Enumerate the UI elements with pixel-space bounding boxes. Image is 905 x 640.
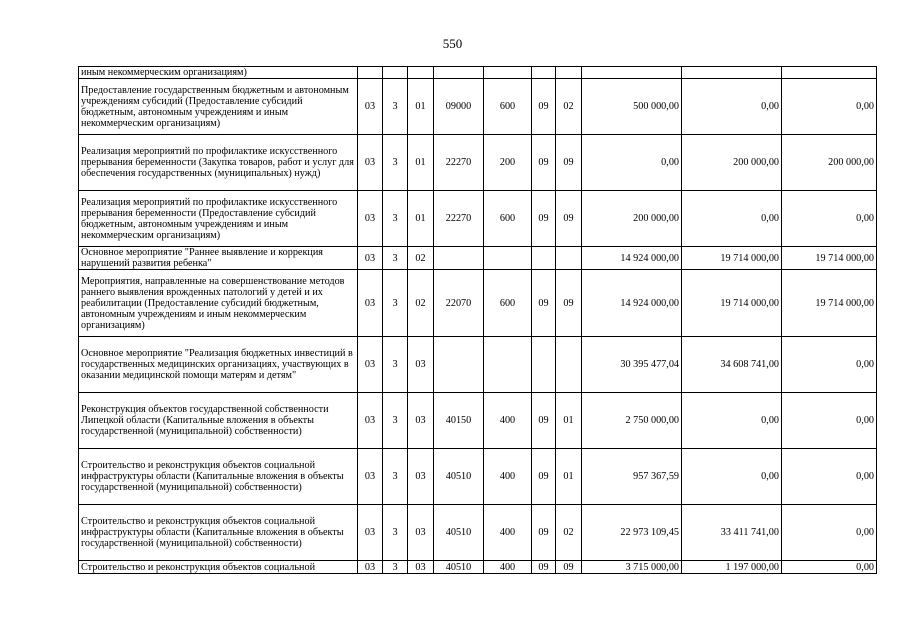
table-row xyxy=(79,449,877,505)
table-row xyxy=(79,270,877,337)
amount-year-3: 0,00 xyxy=(782,561,877,574)
amount-year-1: 14 924 000,00 xyxy=(582,247,682,270)
event-code: 02 xyxy=(408,247,434,270)
amount-year-2: 19 714 000,00 xyxy=(682,247,782,270)
budget-table xyxy=(78,66,877,574)
amount-year-1: 200 000,00 xyxy=(582,191,682,247)
row-description: Реализация мероприятий по профилактике искусственного прерывания беременности (Предоставление субсидий бюджетным, автономным учреждениям и иным некоммерческим организациям) xyxy=(79,191,358,247)
subprogram-code: 3 xyxy=(383,561,408,574)
amount-year-2 xyxy=(682,67,782,79)
section-code xyxy=(532,337,556,393)
expense-type-code: 400 xyxy=(484,393,532,449)
table-row xyxy=(79,191,877,247)
event-code: 01 xyxy=(408,135,434,191)
section-code: 09 xyxy=(532,270,556,337)
section-code: 09 xyxy=(532,191,556,247)
direction-code xyxy=(434,67,484,79)
subprogram-code: 3 xyxy=(383,505,408,561)
amount-year-1: 22 973 109,45 xyxy=(582,505,682,561)
amount-year-3: 0,00 xyxy=(782,393,877,449)
subsection-code: 09 xyxy=(556,135,582,191)
page-number: 550 xyxy=(442,36,463,51)
amount-year-1: 957 367,59 xyxy=(582,449,682,505)
subprogram-code: 3 xyxy=(383,79,408,135)
section-code: 09 xyxy=(532,449,556,505)
section-code: 09 xyxy=(532,561,556,574)
amount-year-1: 3 715 000,00 xyxy=(582,561,682,574)
amount-year-2: 200 000,00 xyxy=(682,135,782,191)
subsection-code: 09 xyxy=(556,270,582,337)
subsection-code: 02 xyxy=(556,79,582,135)
row-description: Реализация мероприятий по профилактике искусственного прерывания беременности (Закупка товаров, работ и услуг для обеспечения государственных (муниципальных) нужд) xyxy=(79,135,358,191)
row-description: Предоставление государственным бюджетным и автономным учреждениям субсидий (Предоставление субсидий бюджетным, автономным учреждениям и иным некоммерческим организациям) xyxy=(79,79,358,135)
subsection-code xyxy=(556,67,582,79)
table-row xyxy=(79,247,877,270)
amount-year-2: 0,00 xyxy=(682,191,782,247)
event-code: 01 xyxy=(408,191,434,247)
section-code: 09 xyxy=(532,505,556,561)
amount-year-1: 14 924 000,00 xyxy=(582,270,682,337)
expense-type-code: 600 xyxy=(484,270,532,337)
program-code: 03 xyxy=(358,247,383,270)
event-code: 03 xyxy=(408,393,434,449)
subprogram-code: 3 xyxy=(383,191,408,247)
amount-year-3: 0,00 xyxy=(782,449,877,505)
subprogram-code: 3 xyxy=(383,247,408,270)
row-description: Реконструкция объектов государственной собственности Липецкой области (Капитальные вложения в объекты государственной (муниципальной) собственности) xyxy=(79,393,358,449)
event-code xyxy=(408,67,434,79)
amount-year-1: 0,00 xyxy=(582,135,682,191)
row-description: Основное мероприятие "Раннее выявление и коррекция нарушений развития ребенка" xyxy=(79,247,358,270)
row-description: Строительство и реконструкция объектов социальной инфраструктуры области (Капитальные вложения в объекты государственной (муниципальной) собственности) xyxy=(79,505,358,561)
event-code: 02 xyxy=(408,270,434,337)
amount-year-3: 19 714 000,00 xyxy=(782,270,877,337)
program-code: 03 xyxy=(358,79,383,135)
program-code: 03 xyxy=(358,561,383,574)
row-description: Строительство и реконструкция объектов социальной инфраструктуры области (Капитальные вложения в объекты государственной (муниципальной) собственности) xyxy=(79,449,358,505)
subsection-code: 02 xyxy=(556,505,582,561)
subsection-code: 01 xyxy=(556,393,582,449)
expense-type-code xyxy=(484,337,532,393)
subprogram-code: 3 xyxy=(383,135,408,191)
table-row xyxy=(79,337,877,393)
amount-year-2: 1 197 000,00 xyxy=(682,561,782,574)
subprogram-code: 3 xyxy=(383,449,408,505)
amount-year-3 xyxy=(782,67,877,79)
section-code xyxy=(532,247,556,270)
amount-year-3: 19 714 000,00 xyxy=(782,247,877,270)
subsection-code xyxy=(556,337,582,393)
program-code: 03 xyxy=(358,191,383,247)
row-description: Строительство и реконструкция объектов социальной xyxy=(79,561,358,574)
section-code xyxy=(532,67,556,79)
amount-year-2: 19 714 000,00 xyxy=(682,270,782,337)
row-description: иным некоммерческим организациям) xyxy=(79,67,358,79)
event-code: 03 xyxy=(408,505,434,561)
amount-year-3: 200 000,00 xyxy=(782,135,877,191)
table-row xyxy=(79,67,877,79)
table-row xyxy=(79,79,877,135)
subsection-code: 09 xyxy=(556,191,582,247)
direction-code: 40510 xyxy=(434,449,484,505)
subprogram-code xyxy=(383,67,408,79)
amount-year-3: 0,00 xyxy=(782,505,877,561)
direction-code: 40150 xyxy=(434,393,484,449)
section-code: 09 xyxy=(532,79,556,135)
amount-year-3: 0,00 xyxy=(782,79,877,135)
direction-code xyxy=(434,337,484,393)
expense-type-code: 400 xyxy=(484,561,532,574)
table-row xyxy=(79,393,877,449)
event-code: 01 xyxy=(408,79,434,135)
expense-type-code xyxy=(484,247,532,270)
direction-code: 22270 xyxy=(434,191,484,247)
table-row xyxy=(79,505,877,561)
direction-code xyxy=(434,247,484,270)
subsection-code xyxy=(556,247,582,270)
subprogram-code: 3 xyxy=(383,270,408,337)
direction-code: 22270 xyxy=(434,135,484,191)
expense-type-code: 600 xyxy=(484,79,532,135)
subsection-code: 01 xyxy=(556,449,582,505)
program-code xyxy=(358,67,383,79)
event-code: 03 xyxy=(408,449,434,505)
section-code: 09 xyxy=(532,393,556,449)
amount-year-3: 0,00 xyxy=(782,337,877,393)
amount-year-2: 34 608 741,00 xyxy=(682,337,782,393)
amount-year-1: 2 750 000,00 xyxy=(582,393,682,449)
amount-year-1: 500 000,00 xyxy=(582,79,682,135)
amount-year-1: 30 395 477,04 xyxy=(582,337,682,393)
direction-code: 40510 xyxy=(434,505,484,561)
amount-year-3: 0,00 xyxy=(782,191,877,247)
subsection-code: 09 xyxy=(556,561,582,574)
program-code: 03 xyxy=(358,135,383,191)
amount-year-2: 0,00 xyxy=(682,449,782,505)
subprogram-code: 3 xyxy=(383,337,408,393)
program-code: 03 xyxy=(358,449,383,505)
table-row xyxy=(79,561,877,574)
program-code: 03 xyxy=(358,505,383,561)
expense-type-code: 400 xyxy=(484,505,532,561)
amount-year-1 xyxy=(582,67,682,79)
amount-year-2: 33 411 741,00 xyxy=(682,505,782,561)
section-code: 09 xyxy=(532,135,556,191)
direction-code: 40510 xyxy=(434,561,484,574)
row-description: Мероприятия, направленные на совершенствование методов раннего выявления врожденных патологий у детей и их реабилитации (Предоставление субсидий бюджетным, автономным учреждениям и иным некоммерческим организациям) xyxy=(79,270,358,337)
table-row xyxy=(79,135,877,191)
expense-type-code: 200 xyxy=(484,135,532,191)
expense-type-code: 600 xyxy=(484,191,532,247)
subprogram-code: 3 xyxy=(383,393,408,449)
event-code: 03 xyxy=(408,561,434,574)
event-code: 03 xyxy=(408,337,434,393)
row-description: Основное мероприятие "Реализация бюджетных инвестиций в государственных медицинских организациях, участвующих в оказании медицинской помощи матерям и детям" xyxy=(79,337,358,393)
expense-type-code: 400 xyxy=(484,449,532,505)
direction-code: 09000 xyxy=(434,79,484,135)
program-code: 03 xyxy=(358,337,383,393)
expense-type-code xyxy=(484,67,532,79)
program-code: 03 xyxy=(358,393,383,449)
program-code: 03 xyxy=(358,270,383,337)
amount-year-2: 0,00 xyxy=(682,393,782,449)
amount-year-2: 0,00 xyxy=(682,79,782,135)
direction-code: 22070 xyxy=(434,270,484,337)
